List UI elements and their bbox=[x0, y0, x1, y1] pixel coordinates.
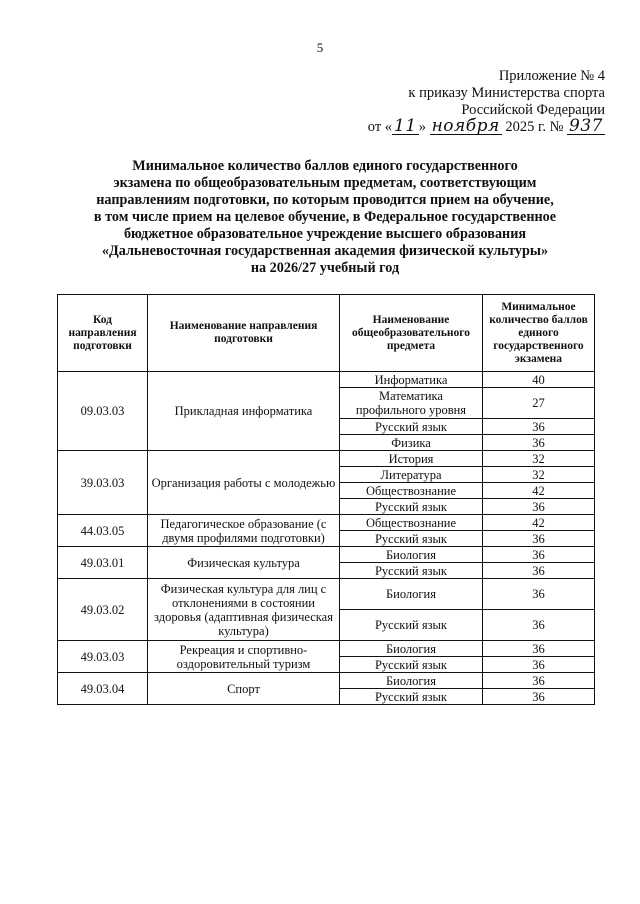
appendix-header bbox=[350, 68, 605, 136]
program-name: Прикладная информатика bbox=[148, 372, 340, 451]
subject-name: Русский язык bbox=[340, 689, 483, 705]
subject-name: Биология bbox=[340, 579, 483, 610]
subject-name: Литература bbox=[340, 467, 483, 483]
table-row bbox=[58, 641, 595, 657]
min-score: 36 bbox=[483, 531, 595, 547]
min-score: 36 bbox=[483, 673, 595, 689]
header-code: Код направления подготовки bbox=[58, 295, 148, 372]
subject-name: История bbox=[340, 451, 483, 467]
subject-name: Русский язык bbox=[340, 531, 483, 547]
min-score: 36 bbox=[483, 419, 595, 435]
title-line: направлениям подготовки, по которым проводится прием на обучение, bbox=[96, 192, 554, 208]
appendix-ministry: Российской Федерации bbox=[461, 102, 605, 118]
min-score: 42 bbox=[483, 483, 595, 499]
table-row bbox=[58, 579, 595, 610]
year-text: 2025 г. № bbox=[505, 119, 564, 135]
table-row bbox=[58, 451, 595, 467]
program-name: Организация работы с молодежью bbox=[148, 451, 340, 515]
document-title bbox=[70, 158, 580, 277]
subject-name: Русский язык bbox=[340, 610, 483, 641]
appendix-title: Приложение № 4 bbox=[498, 68, 605, 84]
table-header-row bbox=[58, 295, 595, 372]
title-line: Минимальное количество баллов единого государственного bbox=[132, 158, 518, 174]
handwritten-order-number: 937 bbox=[569, 116, 603, 136]
subject-name: Обществознание bbox=[340, 483, 483, 499]
title-line: «Дальневосточная государственная академия физической культуры» bbox=[101, 243, 549, 259]
title-line: в том числе прием на целевое обучение, в Федеральное государственное bbox=[93, 209, 557, 225]
program-name: Спорт bbox=[148, 673, 340, 705]
min-score: 36 bbox=[483, 547, 595, 563]
header-name: Наименование направления подготовки bbox=[148, 295, 340, 372]
subject-name: Биология bbox=[340, 641, 483, 657]
subject-name: Математика профильного уровня bbox=[340, 388, 483, 419]
subject-name: Русский язык bbox=[340, 499, 483, 515]
appendix-date-line bbox=[350, 116, 605, 136]
min-score: 40 bbox=[483, 372, 595, 388]
title-line: экзамена по общеобразовательным предметам, соответствующим bbox=[113, 175, 537, 191]
program-code: 49.03.03 bbox=[58, 641, 148, 673]
subject-name: Биология bbox=[340, 547, 483, 563]
min-score: 36 bbox=[483, 641, 595, 657]
min-score: 32 bbox=[483, 467, 595, 483]
subject-name: Физика bbox=[340, 435, 483, 451]
page-number: 5 bbox=[316, 40, 324, 55]
table-row bbox=[58, 673, 595, 689]
handwritten-day: 11 bbox=[394, 116, 417, 136]
title-line: на 2026/27 учебный год bbox=[250, 260, 400, 276]
date-mid: » bbox=[418, 119, 426, 135]
date-prefix: от « bbox=[367, 119, 393, 135]
min-score: 36 bbox=[483, 610, 595, 641]
table-body bbox=[58, 372, 595, 705]
header-subject: Наименование общеобразовательного предмета bbox=[340, 295, 483, 372]
min-score: 36 bbox=[483, 657, 595, 673]
min-score: 36 bbox=[483, 689, 595, 705]
min-score: 36 bbox=[483, 435, 595, 451]
min-score: 36 bbox=[483, 499, 595, 515]
subject-name: Обществознание bbox=[340, 515, 483, 531]
program-name: Физическая культура bbox=[148, 547, 340, 579]
scores-table bbox=[57, 294, 595, 705]
min-score: 32 bbox=[483, 451, 595, 467]
subject-name: Информатика bbox=[340, 372, 483, 388]
table-row bbox=[58, 547, 595, 563]
min-score: 27 bbox=[483, 388, 595, 419]
header-score: Минимальное количество баллов единого государственного экзамена bbox=[483, 295, 595, 372]
min-score: 42 bbox=[483, 515, 595, 531]
program-name: Рекреация и спортивно-оздоровительный туризм bbox=[148, 641, 340, 673]
program-code: 09.03.03 bbox=[58, 372, 148, 451]
table-row bbox=[58, 372, 595, 388]
min-score: 36 bbox=[483, 579, 595, 610]
program-name: Педагогическое образование (с двумя профилями подготовки) bbox=[148, 515, 340, 547]
table-row bbox=[58, 515, 595, 531]
program-code: 39.03.03 bbox=[58, 451, 148, 515]
program-code: 44.03.05 bbox=[58, 515, 148, 547]
subject-name: Русский язык bbox=[340, 657, 483, 673]
subject-name: Русский язык bbox=[340, 419, 483, 435]
subject-name: Биология bbox=[340, 673, 483, 689]
program-name: Физическая культура для лиц с отклонениями в состоянии здоровья (адаптивная физическая культура) bbox=[148, 579, 340, 641]
program-code: 49.03.01 bbox=[58, 547, 148, 579]
min-score: 36 bbox=[483, 563, 595, 579]
handwritten-month: ноября bbox=[431, 116, 500, 136]
program-code: 49.03.04 bbox=[58, 673, 148, 705]
appendix-order-ref: к приказу Министерства спорта bbox=[408, 85, 605, 101]
title-line: бюджетное образовательное учреждение высшего образования bbox=[123, 226, 527, 242]
subject-name: Русский язык bbox=[340, 563, 483, 579]
program-code: 49.03.02 bbox=[58, 579, 148, 641]
